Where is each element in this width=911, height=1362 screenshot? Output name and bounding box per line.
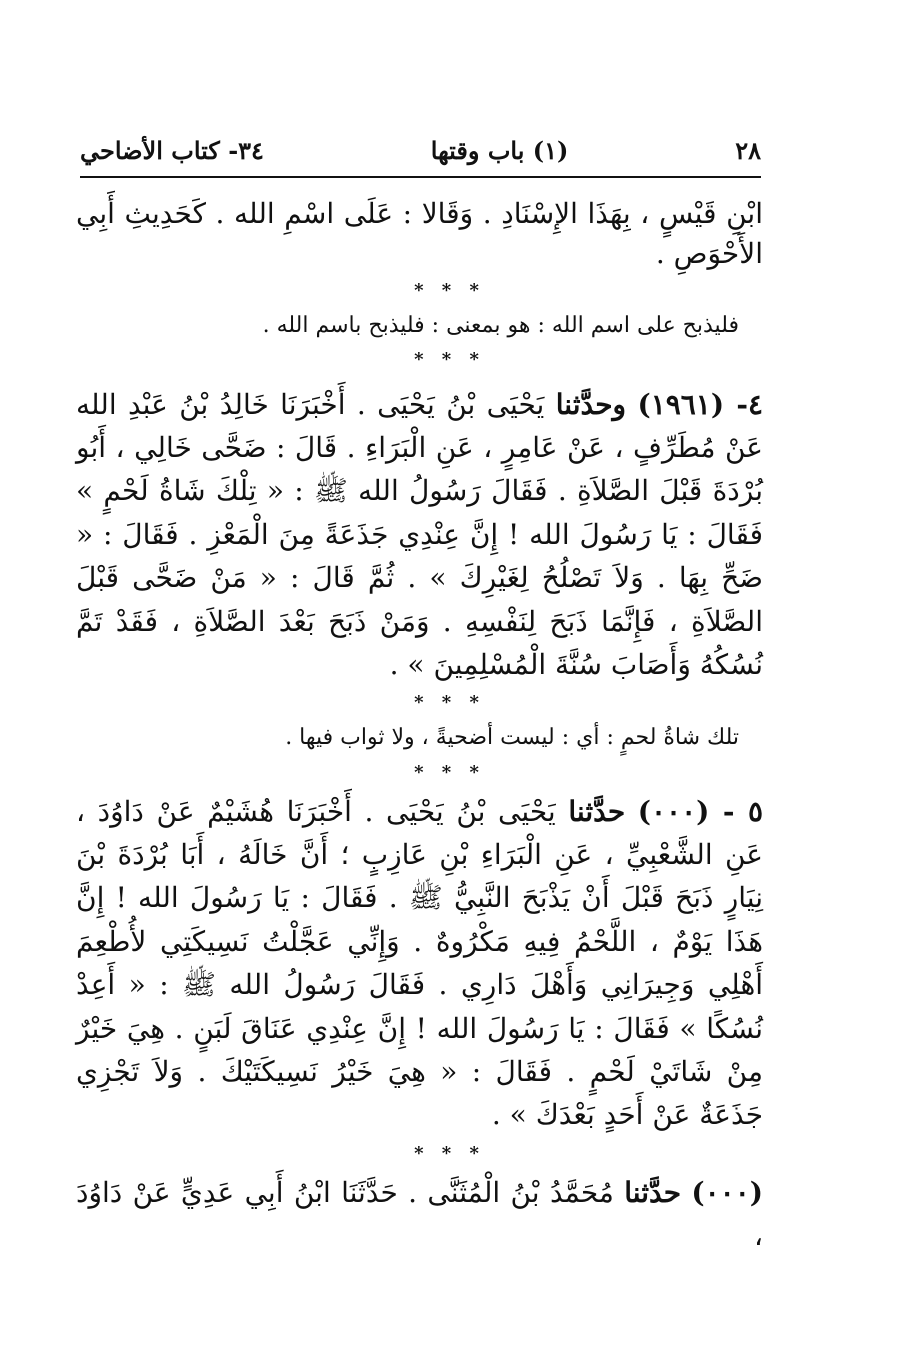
page-body xyxy=(76,194,763,1258)
header-rule xyxy=(80,176,761,178)
page-header xyxy=(80,136,761,165)
hadith-6 xyxy=(76,1171,763,1258)
hadith-4 xyxy=(76,383,763,687)
hadith-6-lead: حدَّثنا xyxy=(624,1175,682,1209)
hadith-5-lead: حدَّثنا xyxy=(568,794,626,828)
hadith-6-number: (٠٠٠) xyxy=(691,1175,763,1209)
continuation-line: ابْنِ قَيْسٍ ، بِهَذَا الإِسْنَادِ . وَقَالا : عَلَى اسْمِ الله . كَحَدِيثِ أَبِي الأَحْوَصِ . xyxy=(76,197,763,270)
separator-stars: * * * xyxy=(414,761,485,783)
separator-stars: * * * xyxy=(414,1142,485,1164)
hadith-5-number: ٥ - (٠٠٠) xyxy=(637,794,763,828)
separator-stars: * * * xyxy=(414,279,485,301)
hadith-5-text: يَحْيَى بْنُ يَحْيَى . أَخْبَرَنَا هُشَيْمٌ عَنْ دَاوُدَ ، عَنِ الشَّعْبِيِّ ، عَنِ الْبَرَاءِ بْنِ عَازِبٍ ؛ أَنَّ خَالَهُ ، أَبَا بُرْدَةَ بْنَ نِيَارٍ ذَبَحَ قَبْلَ أَنْ يَذْبَحَ النَّبِيُّ ﷺ . فَقَالَ : يَا رَسُولَ الله ! إِنَّ هَذَا يَوْمٌ ، اللَّحْمُ فِيهِ مَكْرُوهٌ . وَإِنِّي عَجَّلْتُ نَسِيكَتِي لأُطْعِمَ أَهْلِي وَجِيرَانِي وَأَهْلَ دَارِي . فَقَالَ رَسُولُ الله ﷺ : « أَعِدْ نُسُكًا » فَقَالَ : يَا رَسُولَ الله ! إِنَّ عِنْدِي عَنَاقَ لَبَنٍ . هِيَ خَيْرٌ مِنْ شَاتَيْ لَحْمٍ . فَقَالَ : « هِيَ خَيْرُ نَسِيكَتَيْكَ . وَلاَ تَجْزِي جَذَعَةٌ عَنْ أَحَدٍ بَعْدَكَ » . xyxy=(76,794,763,1132)
hadith-6-text: مُحَمَّدُ بْنُ الْمُثَنَّى . حَدَّثَنَا ابْنُ أَبِي عَدِيٍّ عَنْ دَاوُدَ ، xyxy=(76,1175,763,1253)
book-title: ٣٤- كتاب الأضاحي xyxy=(80,136,264,165)
separator-stars: * * * xyxy=(414,348,485,370)
page-number: ٢٨ xyxy=(735,136,761,165)
hadith-4-text: يَحْيَى بْنُ يَحْيَى . أَخْبَرَنَا خَالِدُ بْنُ عَبْدِ الله عَنْ مُطَرِّفٍ ، عَنْ عَامِرٍ ، عَنِ الْبَرَاءِ . قَالَ : ضَحَّى خَالِي ، أَبُو بُرْدَةَ قَبْلَ الصَّلاَةِ . فَقَالَ رَسُولُ الله ﷺ : « تِلْكَ شَاةُ لَحْمٍ » فَقَالَ : يَا رَسُولَ الله ! إِنَّ عِنْدِي جَذَعَةً مِنَ الْمَعْزِ . فَقَالَ : « ضَحِّ بِهَا . وَلاَ تَصْلُحُ لِغَيْرِكَ » . ثُمَّ قَالَ : « مَنْ ضَحَّى قَبْلَ الصَّلاَةِ ، فَإِنَّمَا ذَبَحَ لِنَفْسِهِ . وَمَنْ ذَبَحَ بَعْدَ الصَّلاَةِ ، فَقَدْ تَمَّ نُسُكُهُ وَأَصَابَ سُنَّةَ الْمُسْلِمِينَ » . xyxy=(76,387,763,682)
hadith-4-lead: وحدَّثنا xyxy=(555,387,627,421)
footnote-1: فليذبح على اسم الله : هو بمعنى : فليذبح باسم الله . xyxy=(262,312,739,338)
footnote-2: تلك شاةُ لحمٍ : أي : ليست أضحيةً ، ولا ثواب فيها . xyxy=(285,725,739,751)
hadith-4-number: ٤- (١٩٦١) xyxy=(637,387,763,421)
chapter-title: (١) باب وقتها xyxy=(430,136,569,165)
separator-stars: * * * xyxy=(414,692,485,714)
hadith-5 xyxy=(76,790,763,1137)
